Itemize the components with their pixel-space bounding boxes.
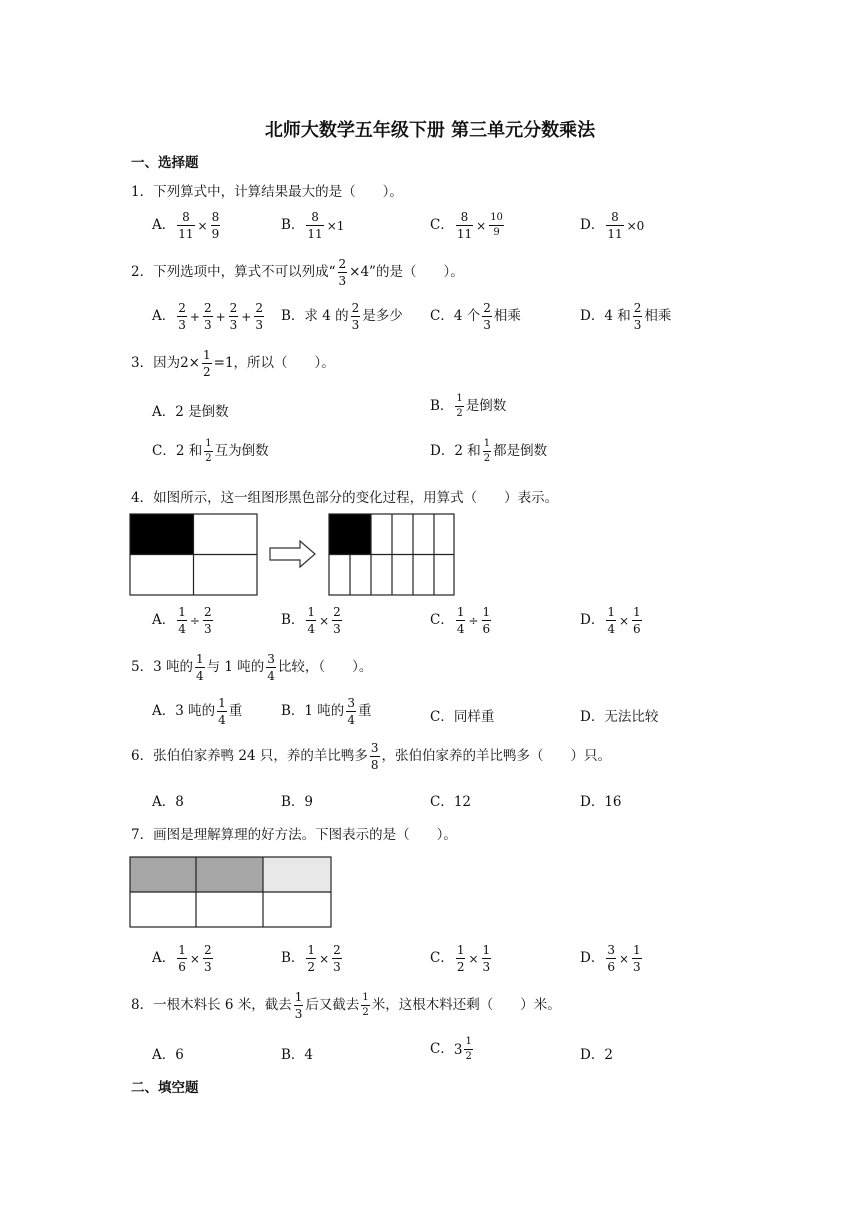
option-text: 6 [175,1047,184,1063]
operator-tail: ×1 [326,218,345,233]
q2-option-d[interactable] [580,302,671,331]
option-text: 4 和 [604,308,631,324]
q7-option-b[interactable] [281,944,344,973]
stem-text: 5．3 吨的 [131,659,193,675]
option-text: 1 吨的 [304,703,345,719]
mixed-number-whole: 3 [453,1041,463,1058]
denominator: 4 [347,713,355,727]
denominator: 4 [267,669,275,683]
denominator: 3 [338,274,347,288]
question-6-stem [131,742,611,771]
operator: × [189,951,200,966]
numerator: 2 [338,257,347,271]
numerator: 1 [294,990,303,1004]
denominator: 2 [483,453,491,464]
numerator: 3 [267,652,275,666]
numerator: 1 [483,439,491,452]
question-2-stem [131,258,464,287]
q2-option-c[interactable] [430,302,521,331]
option-label: B． [281,703,305,719]
denominator: 2 [205,453,212,464]
stem-text: 米，这根木料还剩（ ）米。 [371,997,561,1013]
denominator: 2 [307,960,316,974]
fraction [346,697,356,726]
stem-text: 2× [180,355,200,371]
numerator: 1 [203,348,211,362]
numerator: 2 [203,301,212,315]
q3-option-a[interactable] [152,400,229,420]
denominator: 3 [203,960,212,974]
q1-option-d[interactable] [580,211,645,240]
stem-text: =1 [213,355,234,371]
option-label: B． [281,1047,305,1063]
option-label: D． [580,709,605,725]
option-text: 互为倒数 [214,443,269,459]
option-text: 同样重 [453,709,495,725]
fraction [606,606,616,635]
option-label: C． [430,1041,454,1057]
option-label: A． [152,612,176,628]
fraction [254,302,264,331]
numerator: 1 [455,394,463,407]
numerator: 2 [633,301,642,315]
q2-option-b[interactable] [281,302,403,331]
denominator: 3 [333,622,341,636]
numerator: 2 [333,943,341,957]
q8-option-a[interactable] [152,1043,184,1063]
numerator: 8 [211,210,220,224]
q8-option-d[interactable] [580,1043,613,1063]
denominator: 2 [465,1051,472,1062]
option-text: 是倒数 [465,398,507,414]
q5-option-d[interactable] [580,705,658,725]
denominator: 6 [178,960,186,974]
denominator: 3 [482,960,491,974]
option-label: D． [580,794,605,810]
fraction [338,258,348,287]
fraction [606,944,616,973]
denominator: 6 [607,960,615,974]
option-label: B． [430,398,454,414]
denominator: 2 [456,408,463,419]
option-text: 相乘 [493,308,521,324]
option-label: D． [580,217,605,233]
q3-option-b[interactable] [430,394,506,419]
q6-option-c[interactable] [430,790,471,810]
denominator: 9 [211,227,220,241]
option-label: A． [152,217,176,233]
numerator: 1 [204,439,212,452]
q4-figure [129,512,459,598]
numerator: 1 [482,605,491,619]
fraction [482,302,492,331]
q1-option-a[interactable] [152,211,222,240]
option-text: 4 个 [453,308,481,324]
option-text: 都是倒数 [493,443,548,459]
q1-option-b[interactable] [281,211,345,240]
numerator: 1 [456,605,465,619]
fraction [203,606,213,635]
fraction [177,944,187,973]
fraction [606,211,623,240]
option-label: C． [430,308,454,324]
option-label: A． [152,404,176,420]
denominator: 9 [493,227,500,238]
option-label: C． [430,217,454,233]
fraction [177,606,187,635]
numerator: 1 [195,652,204,666]
fraction [229,302,239,331]
option-label: C． [430,950,454,966]
q5-option-c[interactable] [430,705,494,725]
fraction [464,1037,472,1062]
denominator: 4 [456,622,465,636]
option-text: 16 [604,794,622,810]
q7-option-d[interactable] [580,944,644,973]
denominator: 3 [255,318,263,332]
q4-option-d[interactable] [580,606,644,635]
operator-tail: ×0 [626,218,645,233]
fraction [489,213,504,238]
fraction [202,349,212,378]
q6-option-d[interactable] [580,790,622,810]
fraction [361,993,369,1018]
q8-option-b[interactable] [281,1043,313,1063]
option-label: C． [430,794,454,810]
numerator: 2 [203,943,212,957]
fraction [632,944,642,973]
denominator: 6 [633,622,641,636]
shaded-cell [130,857,196,892]
operator: × [476,218,487,233]
question-3-stem [131,349,335,378]
option-text: 重 [228,703,243,719]
option-label: D． [580,308,605,324]
denominator: 3 [203,318,212,332]
option-text: 2 是倒数 [175,404,229,420]
option-text: 相乘 [644,308,672,324]
fraction [455,394,463,419]
option-text: 2 [604,1047,613,1063]
denominator: 11 [178,227,194,241]
denominator: 2 [362,1007,369,1018]
fraction [306,211,323,240]
fraction [632,606,642,635]
option-label: B． [281,950,305,966]
numerator: 3 [347,696,355,710]
numerator: 1 [218,696,226,710]
numerator: 1 [482,943,491,957]
denominator: 4 [307,622,316,636]
right-grid-shaded-cell [329,514,371,554]
fraction [370,742,380,771]
q4-option-c[interactable] [430,606,493,635]
stem-text: 与 1 吨的 [206,659,265,675]
q7-figure [129,856,335,930]
option-label: A． [152,1047,176,1063]
operator: ÷ [189,613,200,628]
q5-option-a[interactable] [152,697,242,726]
option-label: C． [152,443,176,459]
option-label: D． [580,950,605,966]
denominator: 11 [607,227,623,241]
numerator: 2 [351,301,360,315]
option-label: B． [281,217,305,233]
q3-option-c[interactable] [152,439,269,464]
stem-text: ”的是（ ）。 [369,264,464,280]
operator: × [319,951,330,966]
numerator: 2 [333,605,341,619]
denominator: 6 [482,622,491,636]
option-label: A． [152,950,176,966]
q4-option-b[interactable] [281,606,344,635]
stem-text: 3．因为 [131,355,181,371]
numerator: 2 [178,301,186,315]
operator: ÷ [468,613,479,628]
section-heading-choice: 一、选择题 [131,155,199,171]
question-8-stem [131,991,561,1020]
operator: × [319,613,330,628]
q4-option-a[interactable] [152,606,215,635]
numerator: 3 [370,741,379,755]
left-grid-shaded-cell [130,514,193,554]
option-label: A． [152,794,176,810]
denominator: 11 [307,227,323,241]
question-1-stem: 1．下列算式中，计算结果最大的是（ ）。 [131,184,403,200]
operator: × [197,218,208,233]
denominator: 4 [607,622,615,636]
question-5-stem [131,653,372,682]
option-label: D． [580,612,605,628]
fraction [266,653,276,682]
option-text: 无法比较 [604,709,659,725]
fraction [204,439,212,464]
fraction [177,302,187,331]
fraction [456,944,466,973]
q7-option-a[interactable] [152,944,215,973]
fraction [633,302,643,331]
option-text: 12 [453,794,472,810]
q7-option-c[interactable] [430,944,493,973]
denominator: 3 [178,318,186,332]
option-text: 2 和 [454,443,481,459]
q1-option-c[interactable] [430,211,506,240]
fraction [203,944,213,973]
fraction [211,211,221,240]
question-7-stem: 7．画图是理解算理的好方法。下图表示的是（ ）。 [131,827,457,843]
q2-option-a[interactable] [152,302,266,331]
q8-option-c[interactable] [430,1037,475,1062]
fraction [456,211,473,240]
numerator: 2 [229,301,238,315]
fraction [482,944,492,973]
operator: + [215,309,226,324]
denominator: 8 [370,758,379,772]
option-label: B． [281,308,305,324]
operator: × [618,951,630,966]
operator: × [618,613,630,628]
numerator: 1 [607,605,615,619]
option-label: B． [281,612,305,628]
numerator: 1 [178,943,186,957]
option-label: C． [430,612,454,628]
option-label: D． [580,1047,605,1063]
stem-text: 比较，（ ）。 [277,659,373,675]
numerator: 1 [464,1037,472,1050]
fraction [332,944,342,973]
option-label: B． [281,794,305,810]
denominator: 3 [633,318,642,332]
shaded-cell [196,857,263,892]
denominator: 3 [351,318,360,332]
section-heading-fill: 二、填空题 [131,1080,199,1096]
numerator: 3 [607,943,615,957]
option-text: 重 [357,703,372,719]
denominator: 4 [195,669,204,683]
denominator: 2 [203,365,211,379]
operator: × [468,951,479,966]
numerator: 8 [306,211,323,226]
q6-option-a[interactable] [152,790,184,810]
option-label: A． [152,308,176,324]
denominator: 3 [203,622,212,636]
operator: + [189,309,200,324]
numerator: 2 [203,605,212,619]
stem-text: ，所以（ ）。 [233,355,335,371]
denominator: 11 [456,227,473,241]
denominator: 4 [178,622,186,636]
q6-option-b[interactable] [281,790,313,810]
denominator: 4 [218,713,226,727]
numerator: 1 [307,943,316,957]
q5-option-b[interactable] [281,697,371,726]
option-text: 是多少 [362,308,403,324]
q3-option-d[interactable] [430,439,547,464]
stem-text: 2．下列选项中，算式不可以列成“ [131,264,336,280]
option-label: A． [152,703,176,719]
denominator: 3 [633,960,641,974]
fraction [456,606,466,635]
question-4-stem: 4．如图所示，这一组图形黑色部分的变化过程，用算式（ ）表示。 [131,490,559,506]
numerator: 1 [633,943,641,957]
stem-text: 6．张伯伯家养鸭 24 只，养的羊比鸭多 [131,748,368,764]
denominator: 3 [294,1007,303,1021]
light-cell [263,857,330,892]
stem-text: 后又截去 [305,997,360,1013]
option-text: 8 [175,794,184,810]
option-label: C． [430,709,454,725]
option-label: D． [430,443,455,459]
fraction [306,944,316,973]
option-text: 4 [304,1047,314,1063]
option-text: 9 [304,794,314,810]
arrow-right-icon [270,541,315,567]
numerator: 2 [483,301,491,315]
option-text: 求 4 的 [304,308,349,324]
fraction [294,991,304,1020]
option-text: 3 吨的 [175,703,216,719]
numerator: 8 [606,211,623,226]
denominator: 3 [483,318,491,332]
fraction [217,697,227,726]
denominator: 2 [456,960,465,974]
fraction [332,606,342,635]
fraction [482,606,492,635]
numerator: 1 [361,993,369,1006]
stem-text: ，张伯伯家养的羊比鸭多（ ）只。 [381,748,611,764]
denominator: 3 [333,960,341,974]
fraction [306,606,316,635]
fraction [177,211,194,240]
numerator: 10 [489,213,504,226]
numerator: 2 [255,301,263,315]
numerator: 8 [456,211,473,226]
stem-text: ×4 [349,264,370,280]
page-title: 北师大数学五年级下册 第三单元分数乘法 [264,120,596,141]
fraction [483,439,491,464]
numerator: 1 [307,605,316,619]
numerator: 8 [177,211,194,226]
fraction [351,302,361,331]
numerator: 1 [633,605,641,619]
operator: + [241,309,252,324]
denominator: 3 [229,318,238,332]
stem-text: 8．一根木料长 6 米，截去 [131,997,292,1013]
fraction [203,302,213,331]
option-text: 2 和 [175,443,203,459]
numerator: 1 [456,943,465,957]
numerator: 1 [178,605,186,619]
fraction [195,653,205,682]
